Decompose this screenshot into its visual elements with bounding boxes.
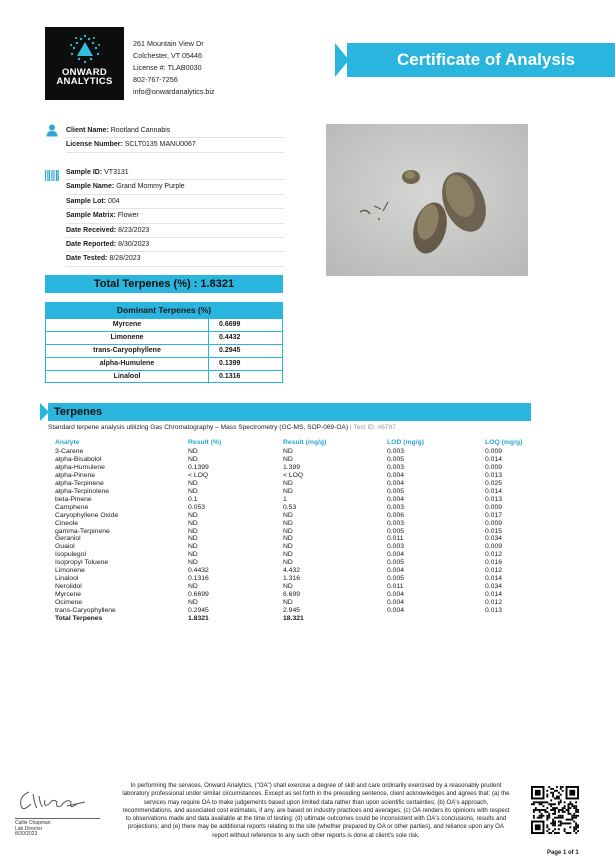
lab-phone: 802-767-7256 [133,75,178,84]
table-row: Caryophyllene Oxide ND ND 0.006 0.017 [55,511,503,519]
table-row: trans-Caryophyllene 0.2945 2.945 0.004 0.013 [55,607,503,615]
barcode-icon [45,170,59,181]
table-row: Isopulegol ND ND 0.004 0.012 [55,551,503,559]
table-row: Myrcene 0.6699 6.699 0.004 0.014 [55,591,503,599]
doc-title-ribbon [335,43,615,77]
logo-text-line1: ONWARD [61,67,108,78]
table-row: Linalool 0.1316 1.316 0.005 0.014 [55,575,503,583]
sample-name-row: Sample Name: Grand Mommy Purple [66,180,284,194]
method-description: Standard terpene analysis utilizing Gas Chromatography – Mass Spectrometry (GC-MS, SOP-069-OA) | Test ID: #6787 [48,424,396,431]
table-row: Cineole ND ND 0.003 0.009 [55,519,503,527]
client-license-row: License Number: SCLT0135 MANU0067 [66,138,284,152]
client-info [66,124,284,153]
table-row: Ocimene ND ND 0.004 0.012 [55,599,503,607]
dominant-row: Limonene 0.4432 [46,331,282,344]
lab-email: info@onwardanalytics.biz [133,87,215,96]
lab-logo [45,27,124,100]
terpenes-section-header [40,403,531,421]
dominant-row: Myrcene 0.6699 [46,318,282,331]
legal-disclaimer: In performing the services, Onward Analytics, ("OA") shall exercise a degree of skill and care ordinarily exercised by a reasonably prudent laboratory professional under similar circumstances. Except as set forth in the preceding sentence, client acknowledges and agrees that: (a) the services may require OA to make judgements based upon limited data rather than upon scientific certainties; (b) OA's approach, recommendations, and associated cost estimates, if any, are based on industry practices and averages; (c) OA renders its opinions with respect to observations made and data available at the time of testing; (d) ultimate outcomes could be inconsistent with OA's conclusions, results and projections; and (e) there may be additional reports relating to the site (whether prepared by OA or other parties), and reliance upon any OA report without reference to any such other reports is done at client's sole risk. [122,782,510,839]
person-icon [46,124,58,137]
cannabis-bud-image [326,124,528,276]
table-row: gamma-Terpinene ND ND 0.005 0.015 [55,527,503,535]
client-name-row: Client Name: Rootland Cannabis [66,124,284,138]
table-body [55,448,545,623]
signature-line [15,818,100,819]
table-row: Limonene 0.4432 4.432 0.004 0.012 [55,567,503,575]
client-name: Rootland Cannabis [110,127,171,134]
table-row: Guaiol ND ND 0.003 0.009 [55,543,503,551]
date-received-row: Date Received: 8/23/2023 [66,224,284,238]
total-terpenes-banner: Total Terpenes (%) : 1.8321 [45,275,283,293]
dominant-row: trans-Caryophyllene 0.2945 [46,344,282,357]
sample-photo [326,124,528,276]
sample-id-row: Sample ID: VT3131 [66,166,284,180]
logo-text-line2: ANALYTICS [56,76,113,87]
table-row: alpha-Bisabolol ND ND 0.005 0.014 [55,455,503,463]
client-license: SCLT0135 MANU0067 [124,141,196,149]
logo-triangle-icon [68,33,102,65]
table-row: alpha-Humulene 0.1399 1.399 0.003 0.009 [55,463,503,471]
table-row: 3-Carene ND ND 0.003 0.009 [55,448,503,455]
table-row: Nerolidol ND ND 0.011 0.034 [55,583,503,591]
lab-license: License #: TLAB0030 [133,63,202,72]
signer-name: Callie Chapman [15,820,51,826]
terpenes-results-table [55,437,545,623]
table-row: alpha-Terpinene ND ND 0.004 0.025 [55,479,503,487]
lab-contact [133,38,215,98]
sample-lot-row: Sample Lot: 004 [66,195,284,209]
test-id: | Test ID: #6787 [349,424,396,431]
table-header-row: Analyte Result (%) Result (mg/g) LOD (mg/g) LOQ (mg/g) [55,439,523,446]
dominant-row: alpha-Humulene 0.1399 [46,357,282,370]
lab-address: 261 Mountain View Dr [133,39,204,48]
total-row: Total Terpenes 1.8321 18.321 [55,615,304,623]
table-row: beta-Pinene 0.1 1 0.004 0.013 [55,495,503,503]
signature-image [15,786,95,816]
signer-date: 8/30/2023 [15,831,38,838]
table-row: alpha-Terpinolene ND ND 0.005 0.014 [55,487,503,495]
table-row: Isopropyl Toluene ND ND 0.005 0.016 [55,559,503,567]
sample-info [66,166,284,267]
terpenes-title: Terpenes [48,403,531,421]
page-number: Page 1 of 1 [547,850,579,856]
signer-block [15,821,51,838]
signer-role: Lab Director [15,825,43,832]
table-row: alpha-Pinene < LOQ < LOQ 0.004 0.013 [55,471,503,479]
dominant-terpenes-title: Dominant Terpenes (%) [46,303,282,318]
sample-matrix-row: Sample Matrix: Flower [66,209,284,223]
qr-code-icon[interactable] [531,786,579,834]
date-reported-row: Date Reported: 8/30/2023 [66,238,284,252]
dominant-terpenes-table [45,302,283,383]
date-tested-row: Date Tested: 8/28/2023 [66,252,284,266]
lab-city: Colchester, VT 05446 [133,51,202,60]
dominant-row: Linalool 0.1316 [46,370,282,383]
table-row: Camphene 0.053 0.53 0.003 0.009 [55,503,503,511]
doc-title: Certificate of Analysis [347,43,615,77]
table-row: Geraniol ND ND 0.011 0.034 [55,535,503,543]
